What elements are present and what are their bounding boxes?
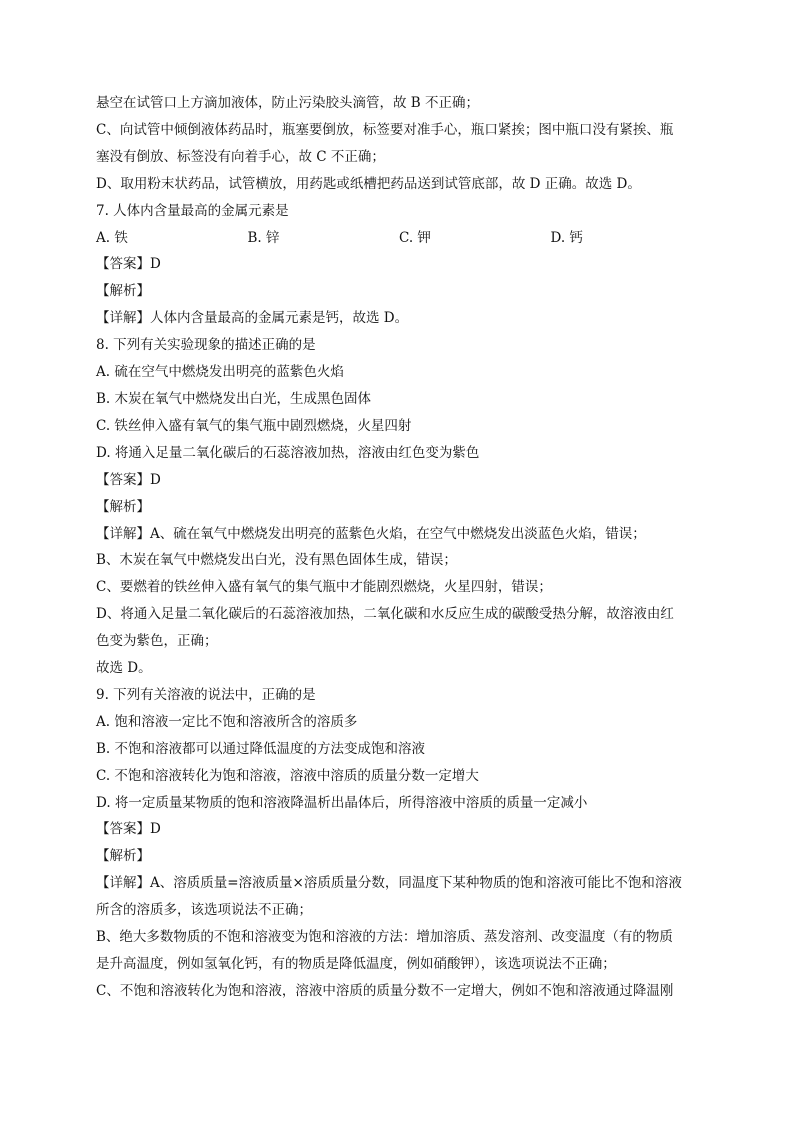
answer-label: 【答案】D: [96, 821, 161, 838]
option-a: A. 饱和溶液一定比不饱和溶液所含的溶质多: [96, 713, 358, 730]
option-c: C. 铁丝伸入盛有氧气的集气瓶中剧烈燃烧，火星四射: [96, 417, 412, 434]
option-d: D. 将通入足量二氧化碳后的石蕊溶液加热，溶液由红色变为紫色: [96, 444, 480, 461]
detail-text: 色变为紫色，正确；: [96, 633, 218, 650]
detail-text: 所含的溶质多，该选项说法不正确；: [96, 902, 312, 919]
option-a: A. 硫在空气中燃烧发出明亮的蓝紫色火焰: [96, 364, 344, 381]
detail-text: C、不饱和溶液转化为饱和溶液，溶液中溶质的质量分数不一定增大，例如不饱和溶液通过降温刚: [96, 982, 674, 999]
question-8-stem: 8. 下列有关实验现象的描述正确的是: [96, 337, 316, 354]
text-line: D、取用粉末状药品，试管横放，用药匙或纸槽把药品送到试管底部，故 D 正确。故选 D。: [96, 175, 641, 192]
detail-text: 是升高温度，例如氢氧化钙，有的物质是降低温度，例如硝酸钾），该选项说法不正确；: [96, 956, 616, 972]
detail-text: 【详解】A、溶质质量=溶液质量×溶质质量分数，同温度下某种物质的饱和溶液可能比不饱和溶液: [96, 875, 682, 892]
option-b: B. 木炭在氧气中燃烧发出白光，生成黑色固体: [96, 390, 372, 407]
detail-text: 故选 D。: [96, 660, 152, 677]
text-line: C、向试管中倾倒液体药品时，瓶塞要倒放，标签要对准手心，瓶口紧挨；图中瓶口没有紧挨、瓶: [96, 121, 674, 138]
question-7-options: [96, 225, 702, 252]
detail-text: 【详解】人体内含量最高的金属元素是钙，故选 D。: [96, 310, 409, 327]
option-c: C. 钾: [399, 229, 431, 246]
detail-text: D、将通入足量二氧化碳后的石蕊溶液加热，二氧化碳和水反应生成的碳酸受热分解，故溶液由红: [96, 606, 674, 623]
answer-label: 【答案】D: [96, 471, 161, 488]
option-d: D. 钙: [550, 229, 583, 246]
option-d: D. 将一定质量某物质的饱和溶液降温析出晶体后，所得溶液中溶质的质量一定减小: [96, 794, 588, 811]
analysis-label: 【解析】: [96, 498, 150, 515]
option-b: B. 锌: [247, 229, 280, 246]
detail-text: B、绝大多数物质的不饱和溶液变为饱和溶液的方法：增加溶质、蒸发溶剂、改变温度（有的物质: [96, 929, 673, 946]
analysis-label: 【解析】: [96, 848, 150, 865]
detail-text: B、木炭在氧气中燃烧发出白光，没有黑色固体生成，错误；: [96, 552, 457, 569]
answer-label: 【答案】D: [96, 256, 161, 273]
text-line: 悬空在试管口上方滴加液体，防止污染胶头滴管，故 B 不正确；: [96, 95, 480, 111]
document-page: [96, 90, 702, 1005]
question-9-stem: 9. 下列有关溶液的说法中，正确的是: [96, 686, 316, 703]
detail-text: C、要燃着的铁丝伸入盛有氧气的集气瓶中才能剧烈燃烧，火星四射，错误；: [96, 579, 552, 596]
option-c: C. 不饱和溶液转化为饱和溶液，溶液中溶质的质量分数一定增大: [96, 767, 479, 784]
text-line: 塞没有倒放、标签没有向着手心，故 C 不正确；: [96, 148, 385, 165]
question-7-stem: 7. 人体内含量最高的金属元素是: [96, 202, 289, 219]
option-b: B. 不饱和溶液都可以通过降低温度的方法变成饱和溶液: [96, 740, 426, 757]
analysis-label: 【解析】: [96, 283, 150, 300]
detail-text: 【详解】A、硫在氧气中燃烧发出明亮的蓝紫色火焰，在空气中燃烧发出淡蓝色火焰，错误；: [96, 525, 646, 542]
option-a: A. 铁: [96, 229, 128, 246]
